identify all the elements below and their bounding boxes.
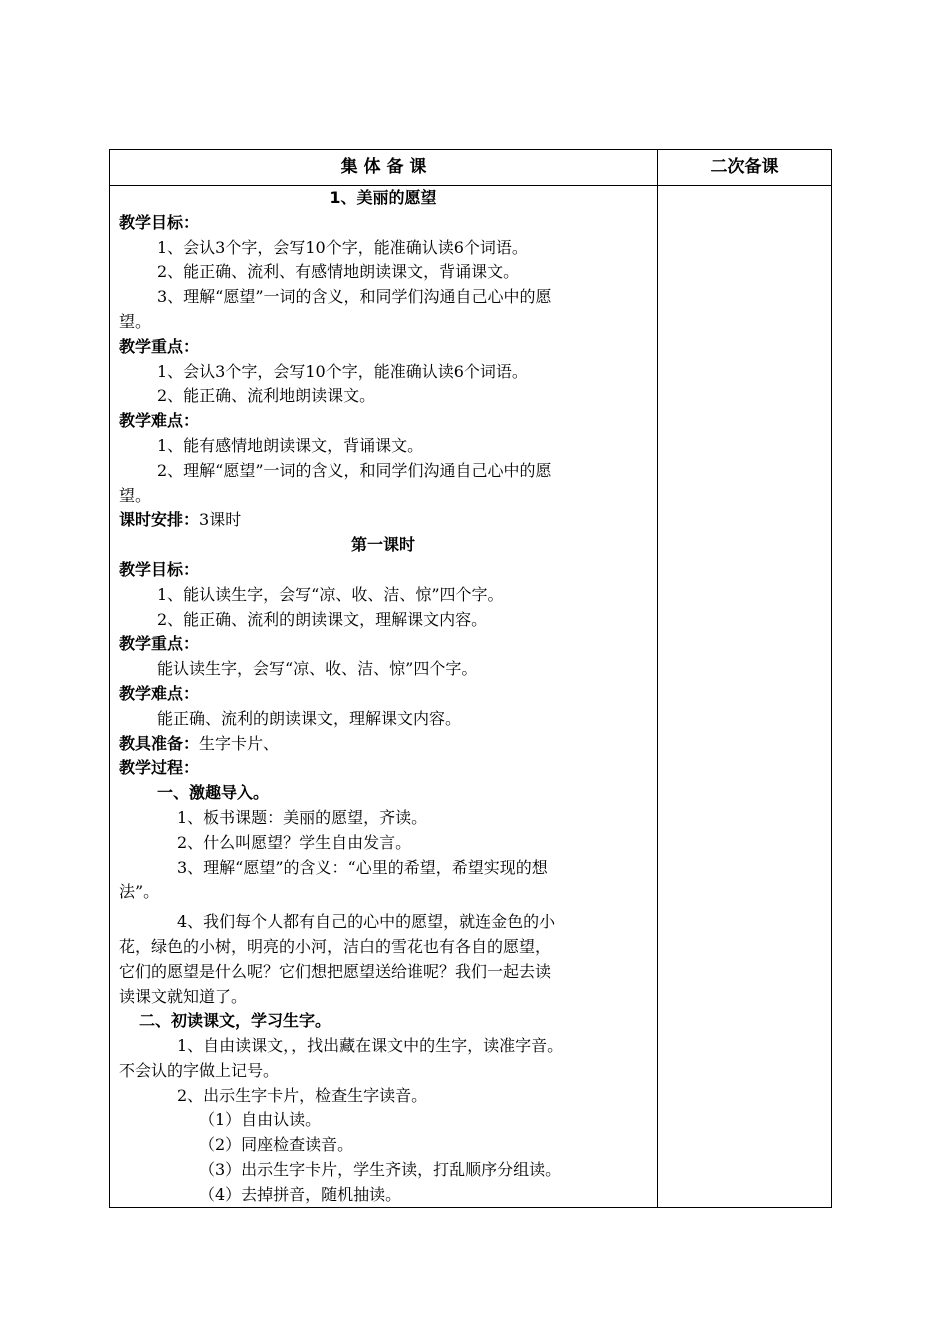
content-line: 2、能正确、流利地朗读课文。 [157,386,376,406]
lesson-plan-table [109,149,832,1208]
column-divider [657,186,658,1207]
content-line: 1、能认读生字，会写“凉、收、洁、惊”四个字。 [157,584,504,604]
content-line: 能正确、流利的朗读课文，理解课文内容。 [157,708,462,728]
content-line: 3、理解“愿望”的含义：“心里的希望，希望实现的想 [177,857,548,877]
line-label: 教具准备： [119,733,200,753]
content-line: 2、理解“愿望”一词的含义，和同学们沟通自己心中的愿 [157,460,552,480]
lesson-content [119,186,647,1208]
line-value: 生字卡片、 [199,733,280,753]
content-line: 1、会认3个字，会写10个字，能准确认读6个词语。 [157,361,528,381]
section-heading: 教学目标： [119,212,200,232]
content-line: 2、能正确、流利的朗读课文，理解课文内容。 [157,609,488,629]
labeled-line [119,732,647,757]
step-heading: 一、激趣导入。 [157,783,270,803]
line-value: 3课时 [199,510,242,530]
section-heading: 教学难点： [119,683,200,703]
content-line: 1、自由读课文，，找出藏在课文中的生字，读准字音。 [177,1036,564,1056]
header-secondary-prep: 二次备课 [657,150,831,185]
section-title: 1、美丽的愿望 [329,188,437,207]
section-heading: 教学难点： [119,411,200,431]
content-line: 法”。 [119,882,160,902]
content-line: 1、板书课题：美丽的愿望，齐读。 [177,807,428,827]
content-line: 2、出示生字卡片，检查生字读音。 [177,1085,428,1105]
content-line: 2、什么叫愿望？学生自由发言。 [177,832,412,852]
content-line: （2）同座检查读音。 [199,1135,354,1155]
content-line: 它们的愿望是什么呢？它们想把愿望送给谁呢？我们一起去读 [119,961,552,981]
content-line: 能认读生字，会写“凉、收、洁、惊”四个字。 [157,659,478,679]
labeled-line [119,508,647,533]
section-title: 第一课时 [350,535,415,555]
section-heading: 教学过程： [119,758,200,778]
content-line: 望。 [119,485,152,505]
section-heading: 教学重点： [119,336,200,356]
content-line: 不会认的字做上记号。 [119,1060,280,1080]
content-line: （4）去掉拼音，随机抽读。 [199,1184,402,1204]
header-collective-prep: 集 体 备 课 [340,157,427,177]
section-heading: 教学目标： [119,559,200,579]
content-line: 读课文就知道了。 [119,986,248,1006]
content-line: 4、我们每个人都有自己的心中的愿望，就连金色的小 [177,912,556,932]
content-line: 2、能正确、流利、有感情地朗读课文，背诵课文。 [157,262,520,282]
table-header-row [110,150,831,186]
content-line: 花，绿色的小树，明亮的小河，洁白的雪花也有各自的愿望， [119,936,552,956]
content-line: 3、理解“愿望”一词的含义，和同学们沟通自己心中的愿 [157,287,552,307]
content-line: （3）出示生字卡片，学生齐读，打乱顺序分组读。 [199,1160,562,1180]
content-line: 1、能有感情地朗读课文，背诵课文。 [157,435,424,455]
section-heading: 教学重点： [119,634,200,654]
content-line: 望。 [119,311,152,331]
content-line: （1）自由认读。 [199,1110,322,1130]
line-label: 课时安排： [119,510,200,530]
content-line: 1、会认3个字，会写10个字，能准确认读6个词语。 [157,237,528,257]
step-heading: 二、初读课文，学习生字。 [139,1011,332,1031]
